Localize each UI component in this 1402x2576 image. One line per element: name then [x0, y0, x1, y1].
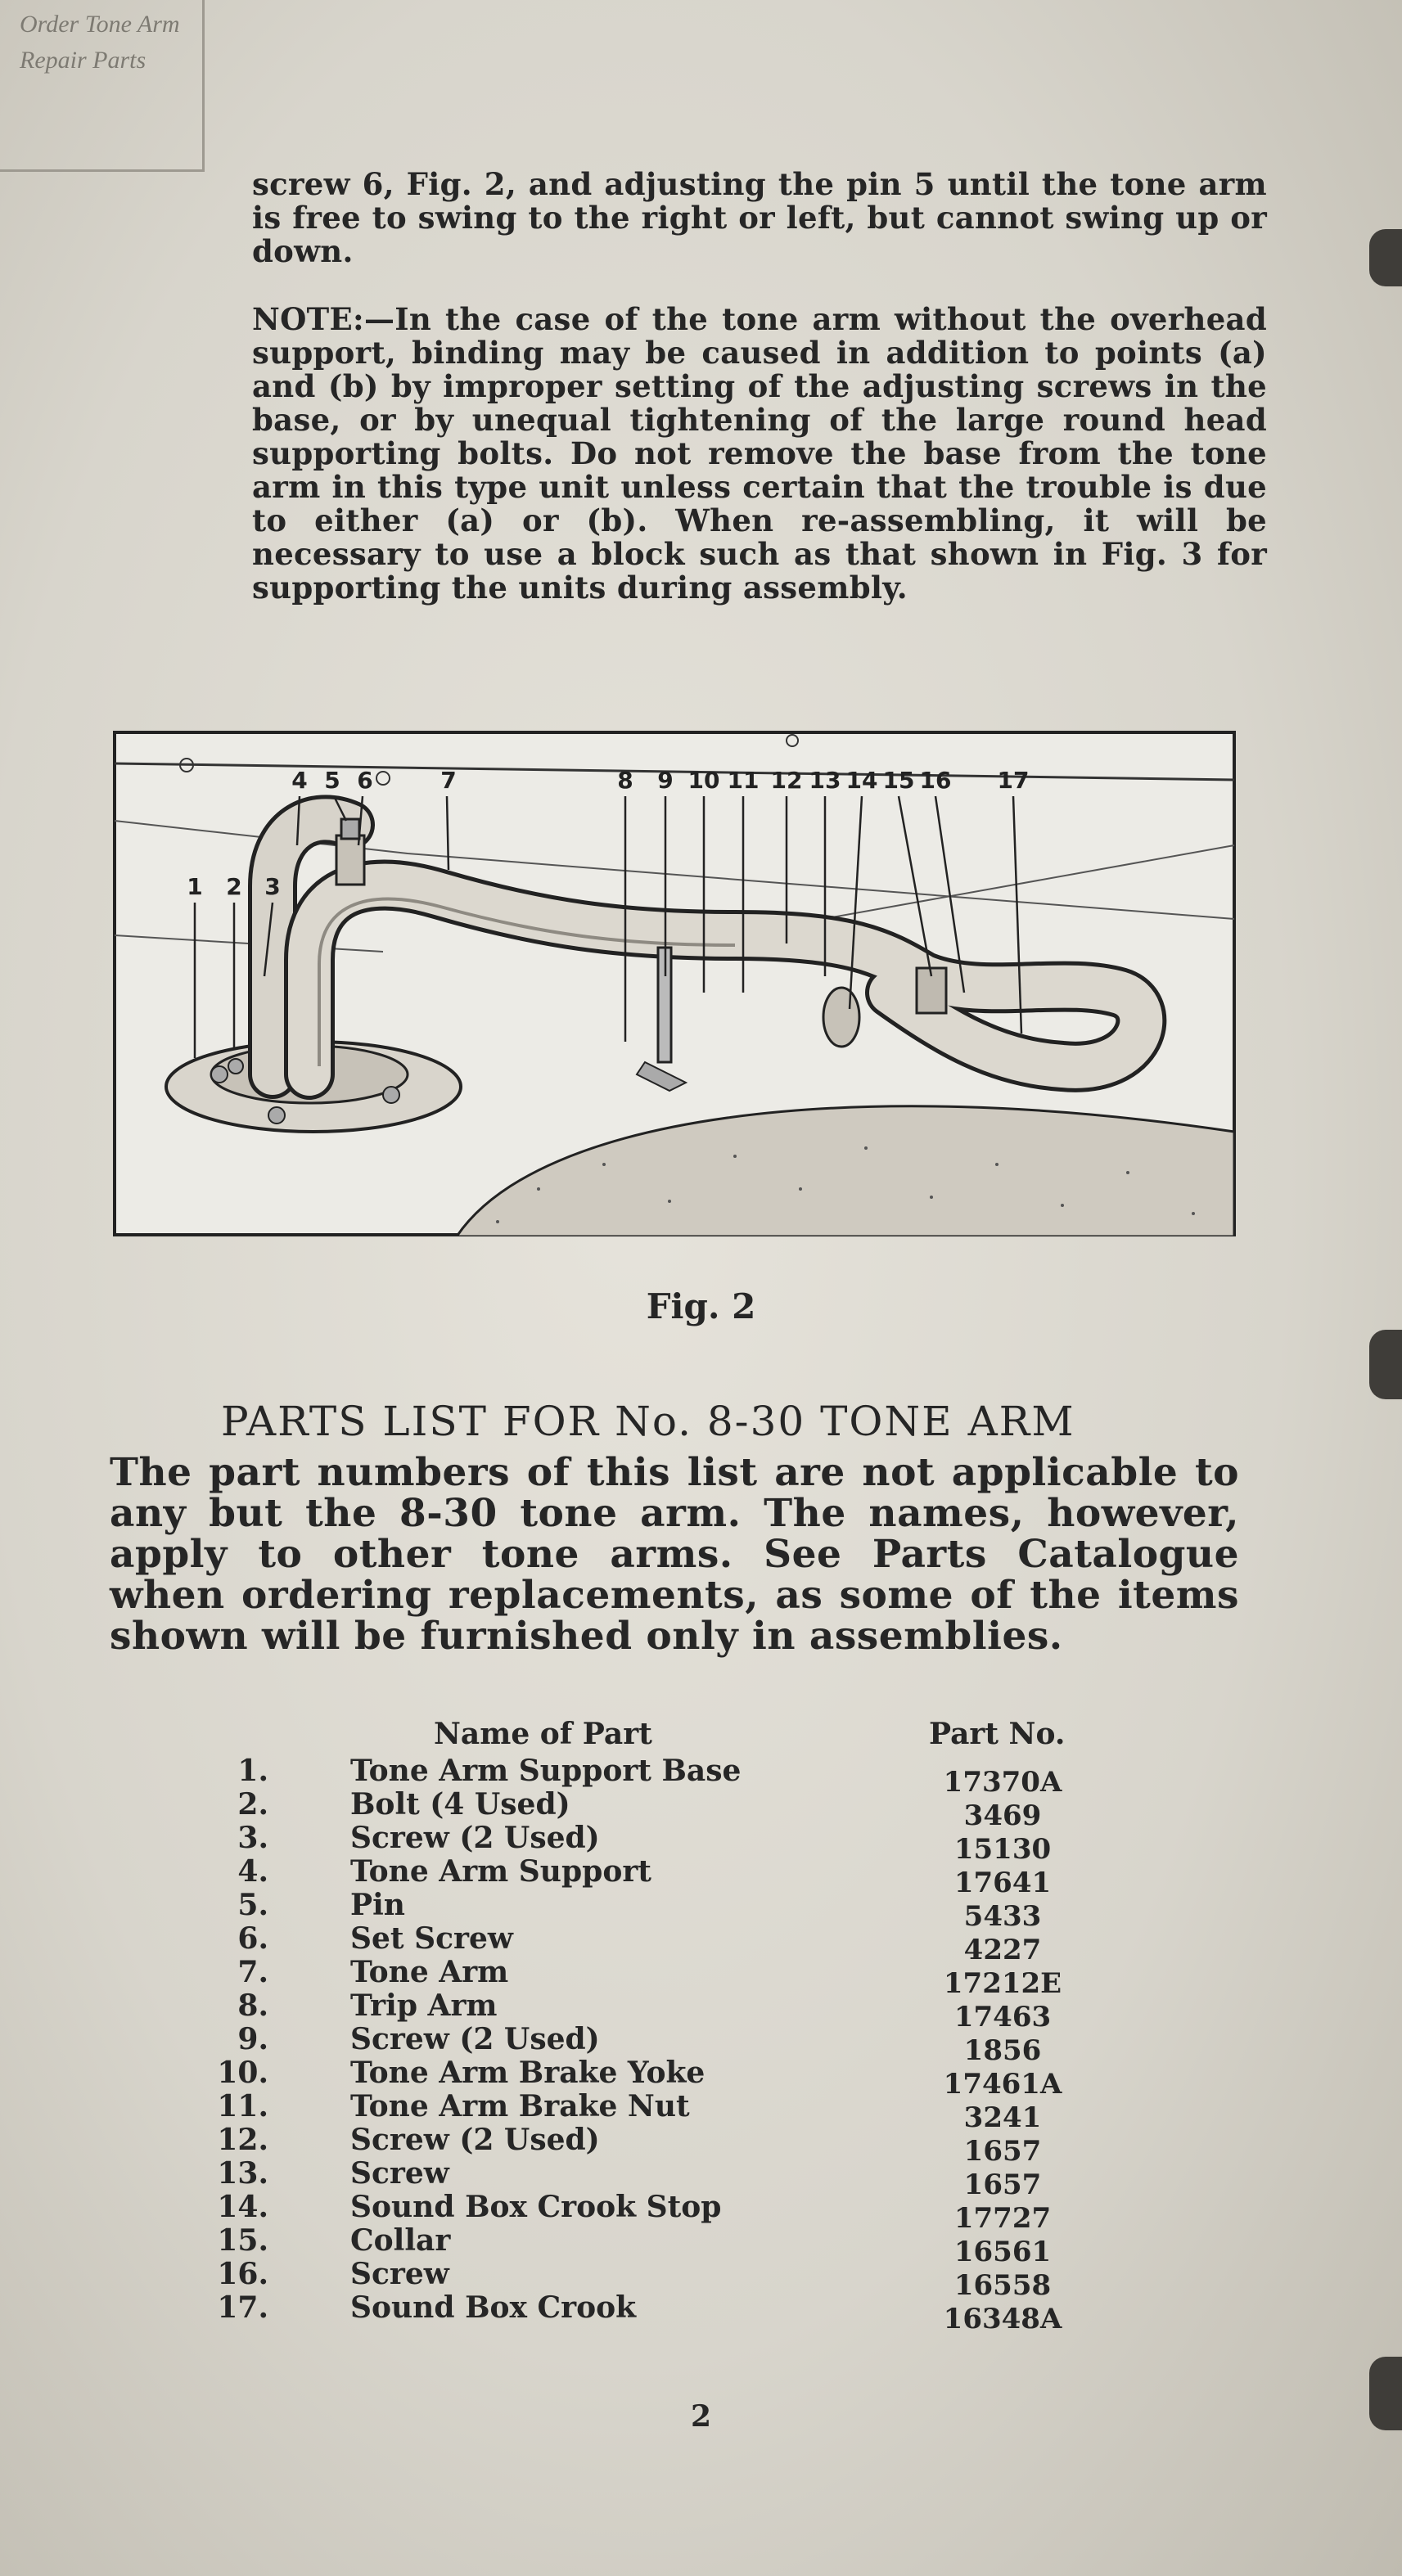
- row-number: 12.: [217, 2123, 268, 2157]
- callout-2: 2: [226, 873, 242, 900]
- row-number: 13.: [217, 2156, 268, 2191]
- parts-list-title: PARTS LIST FOR No. 8-30 TONE ARM: [221, 1398, 1075, 1445]
- pin-housing: [336, 835, 364, 885]
- row-number: 11.: [217, 2089, 268, 2123]
- part-name: Tone Arm Support: [350, 1854, 651, 1889]
- binder-ring: [1369, 1330, 1402, 1399]
- part-name: Screw: [350, 2156, 449, 2191]
- part-name: Pin: [350, 1888, 405, 1922]
- callout-9: 9: [657, 767, 674, 794]
- corner-label-line: Order Tone Arm: [20, 11, 180, 38]
- part-number: 17212E: [943, 1967, 1062, 2000]
- part-name: Screw (2 Used): [350, 1821, 600, 1855]
- part-number: 17641: [953, 1867, 1052, 1899]
- callout-10: 10: [687, 767, 720, 794]
- callout-16: 16: [919, 767, 952, 794]
- part-number: 16561: [953, 2236, 1052, 2268]
- row-number: 15.: [217, 2223, 268, 2258]
- callout-7: 7: [440, 767, 457, 794]
- part-name: Set Screw: [350, 1921, 513, 1956]
- row-number: 5.: [237, 1888, 268, 1922]
- figure-caption: Fig. 2: [646, 1286, 756, 1326]
- parts-intro: The part numbers of this list are not applicable to any but the 8-30 tone arm. The names, however, apply to other tone arms. See Parts Catalogue when ordering replacements, as some of the items shown will be furnished only in assemblies.: [110, 1450, 1239, 1659]
- callout-17: 17: [997, 767, 1030, 794]
- part-number: 5433: [963, 1900, 1042, 1933]
- part-number: 3241: [963, 2101, 1042, 2134]
- part-number: 15130: [953, 1833, 1052, 1866]
- callout-8: 8: [617, 767, 633, 794]
- base-bolt: [268, 1107, 285, 1124]
- callout-5: 5: [324, 767, 340, 794]
- pin: [341, 819, 359, 839]
- base-screw: [228, 1059, 243, 1074]
- callout-12: 12: [770, 767, 803, 794]
- callout-14: 14: [845, 767, 878, 794]
- paragraph-continuation: screw 6, Fig. 2, and adjusting the pin 5 until the tone arm is free to swing to the right or left, but cannot swing up or down.: [252, 166, 1267, 269]
- part-name: Screw (2 Used): [350, 2022, 600, 2056]
- part-number: 16348A: [943, 2303, 1062, 2335]
- part-no-column-header: Part No.: [929, 1717, 1066, 1751]
- collar: [823, 988, 859, 1047]
- part-name: Screw (2 Used): [350, 2123, 600, 2157]
- corner-label-line: Repair Parts: [20, 47, 147, 74]
- row-number: 3.: [237, 1821, 268, 1855]
- part-number: 3469: [963, 1799, 1042, 1832]
- part-name: Tone Arm: [350, 1955, 509, 1989]
- callout-13: 13: [809, 767, 841, 794]
- row-number: 16.: [217, 2257, 268, 2291]
- row-number: 17.: [217, 2290, 268, 2325]
- part-name: Collar: [350, 2223, 451, 2258]
- base-bolt: [383, 1087, 399, 1103]
- row-number: 8.: [237, 1988, 268, 2023]
- binder-ring: [1369, 229, 1402, 286]
- part-name: Sound Box Crook: [350, 2290, 637, 2325]
- part-number: 17727: [953, 2202, 1052, 2235]
- callout-4: 4: [291, 767, 308, 794]
- page-number: 2: [690, 2399, 712, 2434]
- part-name: Bolt (4 Used): [350, 1787, 570, 1822]
- row-number: 4.: [237, 1854, 268, 1889]
- callout-1: 1: [187, 873, 203, 900]
- row-number: 9.: [237, 2022, 268, 2056]
- part-name: Screw: [350, 2257, 449, 2291]
- corner-label: [0, 0, 205, 172]
- base-bolt: [211, 1066, 228, 1083]
- row-number: 10.: [217, 2056, 268, 2090]
- row-number: 6.: [237, 1921, 268, 1956]
- part-name: Tone Arm Brake Nut: [350, 2089, 690, 2123]
- row-number: 1.: [237, 1754, 268, 1788]
- callout-6: 6: [357, 767, 373, 794]
- part-number: 17463: [953, 2001, 1052, 2033]
- part-number: 1657: [963, 2168, 1042, 2201]
- part-name: Tone Arm Brake Yoke: [350, 2056, 706, 2090]
- tone-arm-illustration: [113, 731, 1236, 1236]
- part-number: 17370A: [943, 1766, 1062, 1799]
- callout-15: 15: [882, 767, 915, 794]
- name-column-header: Name of Part: [434, 1717, 652, 1751]
- part-number: 4227: [963, 1934, 1042, 1966]
- callout-11: 11: [727, 767, 760, 794]
- part-number-column: [917, 1766, 1089, 2336]
- row-number: 7.: [237, 1955, 268, 1989]
- callout-3: 3: [264, 873, 281, 900]
- part-number: 17461A: [943, 2068, 1062, 2101]
- note-paragraph: NOTE:—In the case of the tone arm without the overhead support, binding may be caused in addition to points (a) and (b) by improper setting of the adjusting screws in the base, or by unequal tightening of the large round head supporting bolts. Do not remove the base from the tone arm in this type unit unless certain that the trouble is due to either (a) or (b). When re-assembling, it will be necessary to use a block such as that shown in Fig. 3 for supporting the units during assembly.: [252, 301, 1267, 606]
- part-name: Sound Box Crook Stop: [350, 2190, 722, 2224]
- part-name: Tone Arm Support Base: [350, 1754, 742, 1788]
- row-number: 2.: [237, 1787, 268, 1822]
- part-number: 16558: [953, 2269, 1052, 2302]
- part-number: 1657: [963, 2135, 1042, 2168]
- part-name: Trip Arm: [350, 1988, 498, 2023]
- part-number: 1856: [963, 2034, 1042, 2067]
- row-number: 14.: [217, 2190, 268, 2224]
